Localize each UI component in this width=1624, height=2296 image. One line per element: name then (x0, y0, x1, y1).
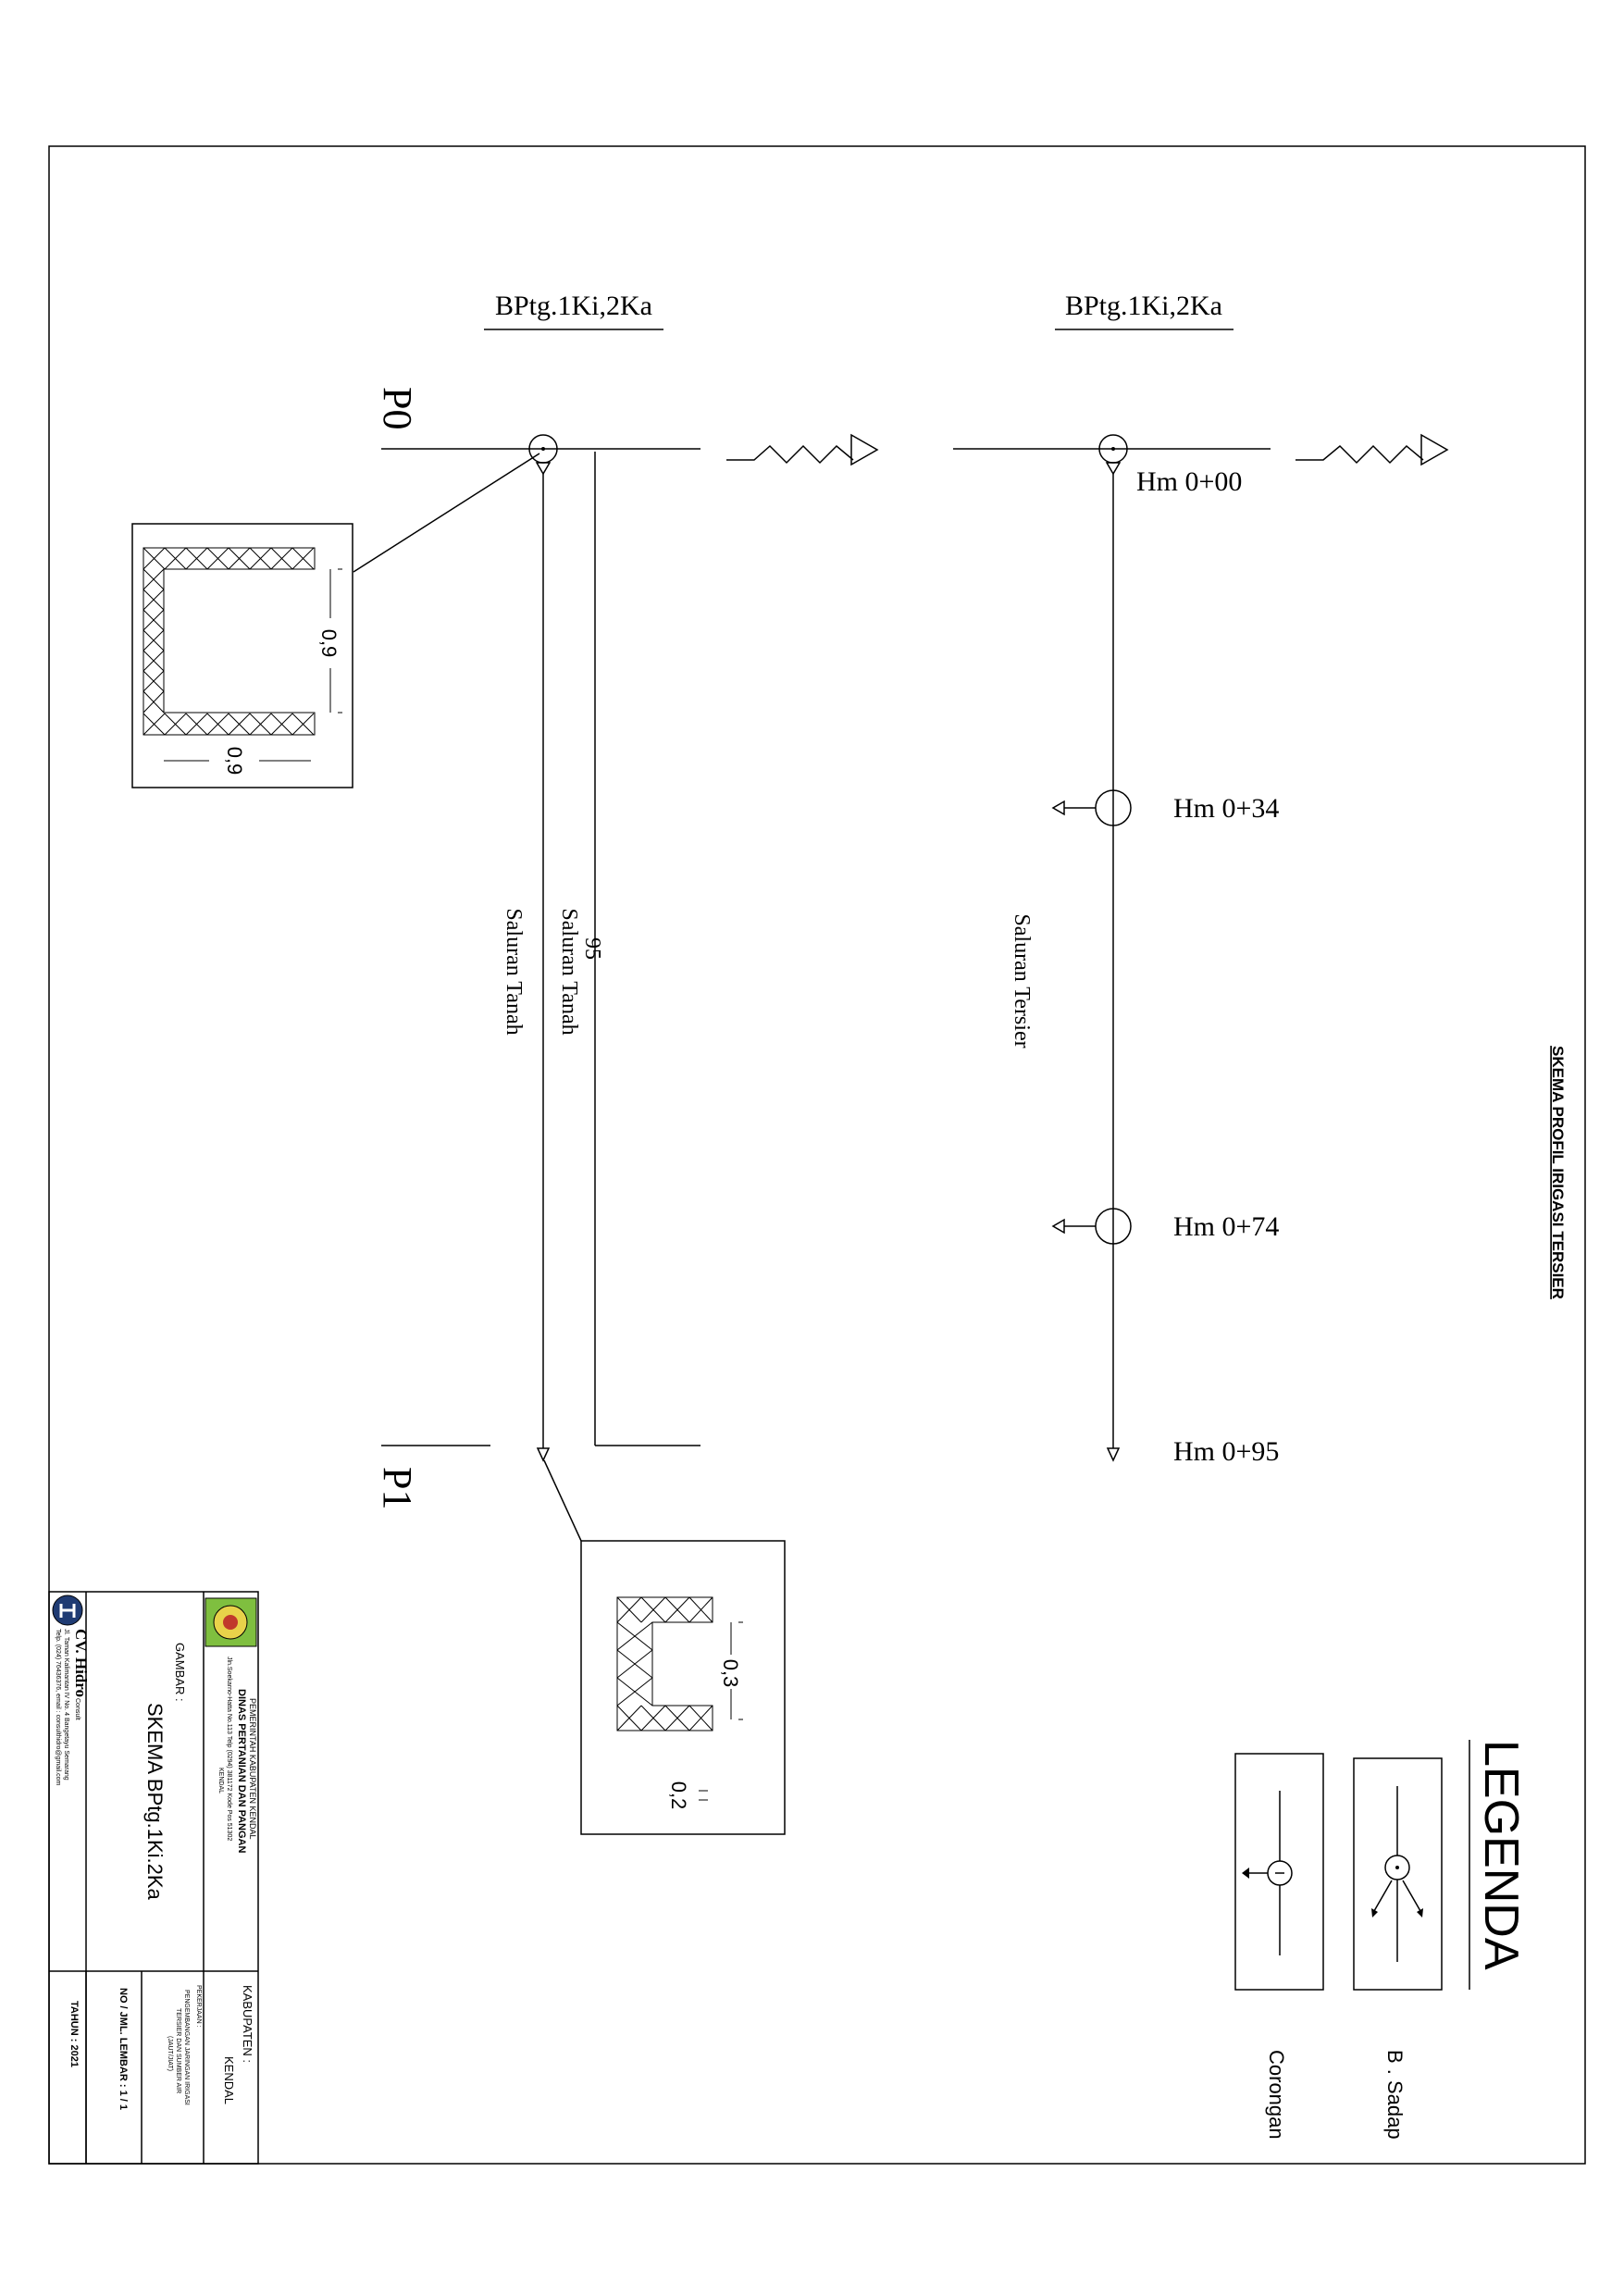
tapping-box-icon (1371, 1786, 1423, 1962)
top-section-detail (132, 524, 353, 788)
bottom-section-width-label: 0,3 (719, 1658, 742, 1688)
funnel-outlet-icon (1053, 1209, 1131, 1244)
channel-label-2: Saluran Tanah (502, 908, 526, 1036)
p0-label: P0 (375, 387, 420, 430)
right-header-label: BPtg.1Ki,2Ka (1064, 291, 1223, 321)
funnel-outlet-icon (1053, 790, 1131, 825)
right-system (953, 291, 1447, 1467)
kendal-emblem-icon (205, 1598, 256, 1646)
legend-label-funnel: Corongan (1265, 2050, 1288, 2140)
gambar-label: GAMBAR : (173, 1643, 187, 1702)
sheet-border (49, 146, 1585, 2164)
left-outflow-icon (726, 435, 877, 465)
gov-line-3: Jln.Soekarno-Hatta No.113 Telp (0294) 381172 Kode Pos 51302 (226, 1657, 232, 1842)
title-block (49, 1592, 258, 2164)
top-section-width-label: 0,9 (223, 746, 246, 776)
sheet-title: SKEMA PROFIL IRIGASI TERSIER (1549, 1046, 1567, 1299)
tahun: TAHUN : 2021 (68, 2001, 80, 2067)
station-hm-0-95: Hm 0+95 (1173, 1436, 1280, 1467)
gov-line-1: PEMERINTAH KABUPATEN KENDAL (248, 1698, 257, 1840)
company-name: CV. Hidro (72, 1629, 90, 1698)
company-contact: Telp. (024) 76436376, email : consulthidro@gmail.com (55, 1629, 61, 1786)
no-lembar: NO / JML. LEMBAR : 1 / 1 (118, 1988, 129, 2111)
pekerjaan-line-3: (JAUT/JIAT) (167, 2036, 173, 2071)
left-tapping-box-icon (529, 435, 557, 474)
pekerjaan-line-1: PENGEMBANGAN JARINGAN IRIGASI (183, 1990, 190, 2105)
right-channel-arrow-icon (1108, 1448, 1119, 1460)
bottom-section-detail (581, 1541, 785, 1834)
legend (1235, 1740, 1528, 2140)
station-hm-0-00: Hm 0+00 (1136, 466, 1243, 497)
left-channel-arrow-icon (538, 1448, 549, 1460)
left-header-label: BPtg.1Ki,2Ka (494, 291, 653, 321)
company-sub: Consult (74, 1698, 81, 1720)
right-tapping-box-icon (1099, 435, 1127, 474)
length-label: 95 (580, 937, 604, 960)
gambar-value: SKEMA BPtg.1Ki.2Ka (143, 1703, 167, 1900)
right-outflow-icon (1295, 435, 1447, 465)
funnel-outlet-icon (1242, 1791, 1292, 1955)
gov-line-4: KENDAL (217, 1768, 224, 1794)
channel-label-1: Saluran Tanah (557, 908, 581, 1036)
station-hm-0-74: Hm 0+74 (1173, 1211, 1280, 1242)
cv-hidro-logo-icon (53, 1595, 82, 1625)
gov-line-2: DINAS PERTANIAN DAN PANGAN (236, 1689, 247, 1854)
bottom-detail-leader (544, 1460, 581, 1541)
kabupaten-value: KENDAL (222, 2056, 236, 2105)
pekerjaan-label: PEKERJAAN : (195, 1985, 202, 2028)
bottom-section-height-label: 0,2 (667, 1781, 690, 1810)
pekerjaan-line-2: TERSIER DAN SUMBER AIR (175, 2008, 181, 2094)
right-channel-label: Saluran Tersier (1010, 913, 1034, 1049)
p1-label: P1 (375, 1467, 420, 1510)
top-section-height-label: 0,9 (317, 628, 341, 658)
company-address: Jl. Taman Kalimantan IV No. 4 Bangetayu Semarang (63, 1629, 69, 1781)
legend-label-tapping-box: B . Sadap (1383, 2050, 1407, 2140)
station-hm-0-34: Hm 0+34 (1173, 793, 1280, 824)
kabupaten-label: KABUPATEN : (241, 1985, 254, 2064)
legend-title: LEGENDA (1474, 1740, 1528, 1970)
top-detail-leader (353, 453, 539, 572)
